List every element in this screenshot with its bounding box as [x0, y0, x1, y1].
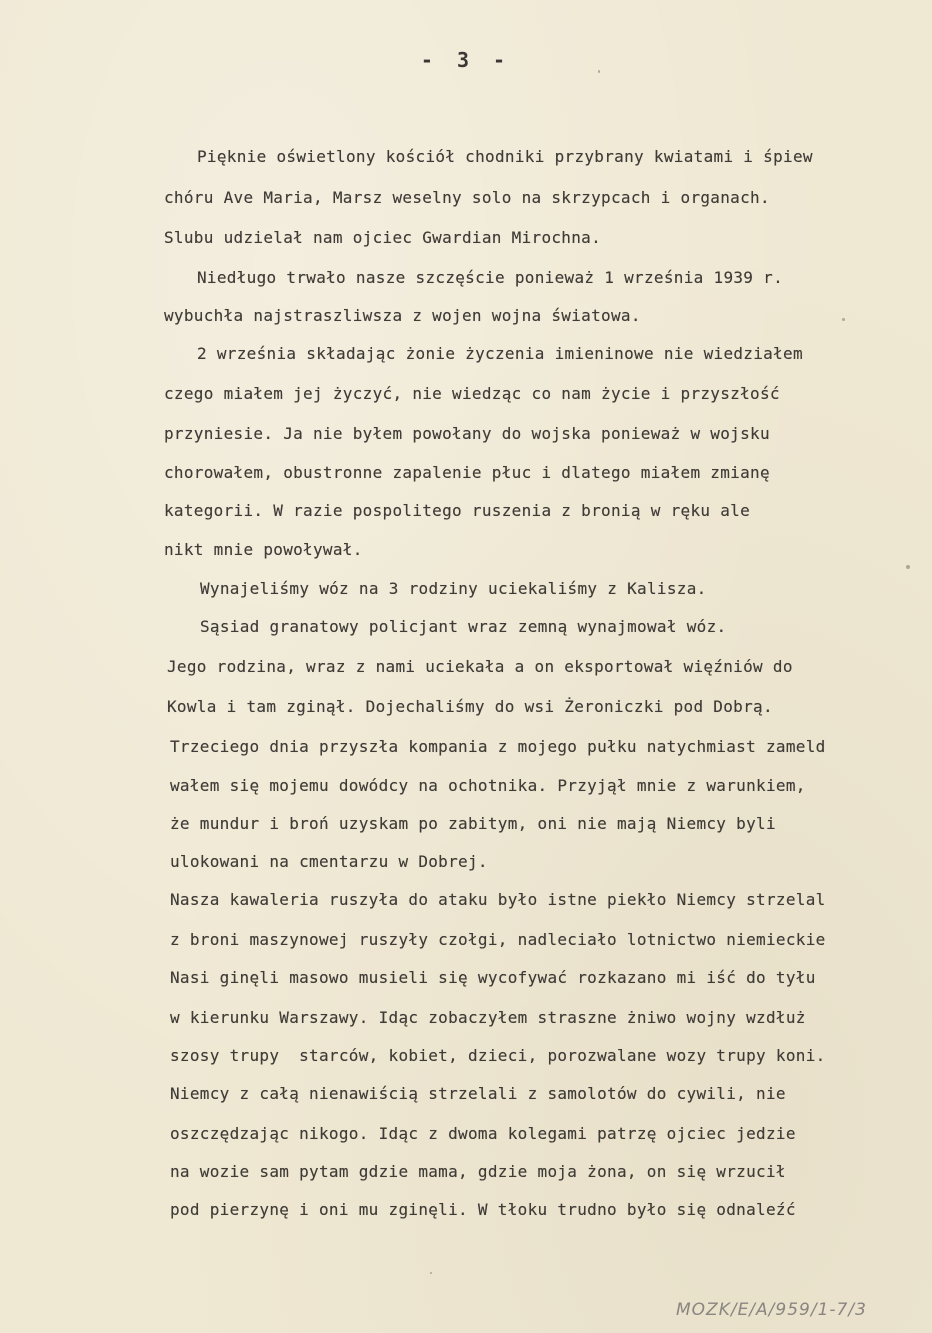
text-line: szosy trupy starców, kobiet, dzieci, porozwalane wozy trupy koni. — [170, 1046, 826, 1065]
text-line: oszczędzając nikogo. Idąc z dwoma kolegami patrzę ojciec jedzie — [170, 1124, 796, 1143]
text-line: że mundur i broń uzyskam po zabitym, oni nie mają Niemcy byli — [170, 814, 776, 833]
text-line: chorowałem, obustronne zapalenie płuc i dlatego miałem zmianę — [164, 463, 770, 482]
text-line: 2 września składając żonie życzenia imieninowe nie wiedziałem — [197, 344, 803, 363]
text-line: z broni maszynowej ruszyły czołgi, nadleciało lotnictwo niemieckie — [170, 930, 826, 949]
text-line: w kierunku Warszawy. Idąc zobaczyłem straszne żniwo wojny wzdłuż — [170, 1008, 806, 1027]
text-line: Sąsiad granatowy policjant wraz zemną wynajmował wóz. — [200, 617, 727, 636]
paper-speck — [430, 1272, 432, 1274]
text-line: Slubu udzielał nam ojciec Gwardian Mirochna. — [164, 228, 602, 247]
text-line: Nasza kawaleria ruszyła do ataku było istne piekło Niemcy strzelal — [170, 890, 826, 909]
text-line: Pięknie oświetlony kościół chodniki przybrany kwiatami i śpiew — [197, 147, 813, 166]
paper-speck — [842, 318, 845, 321]
text-line: Niedługo trwało nasze szczęście ponieważ 1 września 1939 r. — [197, 268, 784, 287]
text-line: Nasi ginęli masowo musieli się wycofywać rozkazano mi iść do tyłu — [170, 968, 816, 987]
page-number: - 3 - — [420, 48, 512, 72]
text-line: Jego rodzina, wraz z nami uciekała a on eksportował więźniów do — [167, 657, 793, 676]
text-line: Wynajeliśmy wóz na 3 rodziny uciekaliśmy z Kalisza. — [200, 579, 707, 598]
archive-signature: MOZK/E/A/959/1-7/3 — [676, 1300, 867, 1320]
text-line: Niemcy z całą nienawiścią strzelali z samolotów do cywili, nie — [170, 1084, 786, 1103]
paper-speck — [906, 565, 910, 569]
text-line: przyniesie. Ja nie byłem powołany do wojska ponieważ w wojsku — [164, 424, 770, 443]
text-line: nikt mnie powoływał. — [164, 540, 363, 559]
text-line: chóru Ave Maria, Marsz weselny solo na skrzypcach i organach. — [164, 188, 770, 207]
text-line: pod pierzynę i oni mu zginęli. W tłoku trudno było się odnaleźć — [170, 1200, 796, 1219]
text-line: Trzeciego dnia przyszła kompania z mojego pułku natychmiast zameld — [170, 737, 826, 756]
text-line: ulokowani na cmentarzu w Dobrej. — [170, 852, 488, 871]
text-line: kategorii. W razie pospolitego ruszenia z bronią w ręku ale — [164, 501, 751, 520]
text-line: Kowla i tam zginął. Dojechaliśmy do wsi Żeroniczki pod Dobrą. — [167, 697, 773, 716]
text-line: wałem się mojemu dowódcy na ochotnika. Przyjął mnie z warunkiem, — [170, 776, 806, 795]
text-line: czego miałem jej życzyć, nie wiedząc co nam życie i przyszłość — [164, 384, 780, 403]
text-line: wybuchła najstraszliwsza z wojen wojna światowa. — [164, 306, 641, 325]
text-line: na wozie sam pytam gdzie mama, gdzie moja żona, on się wrzucił — [170, 1162, 786, 1181]
paper-speck — [598, 70, 600, 73]
